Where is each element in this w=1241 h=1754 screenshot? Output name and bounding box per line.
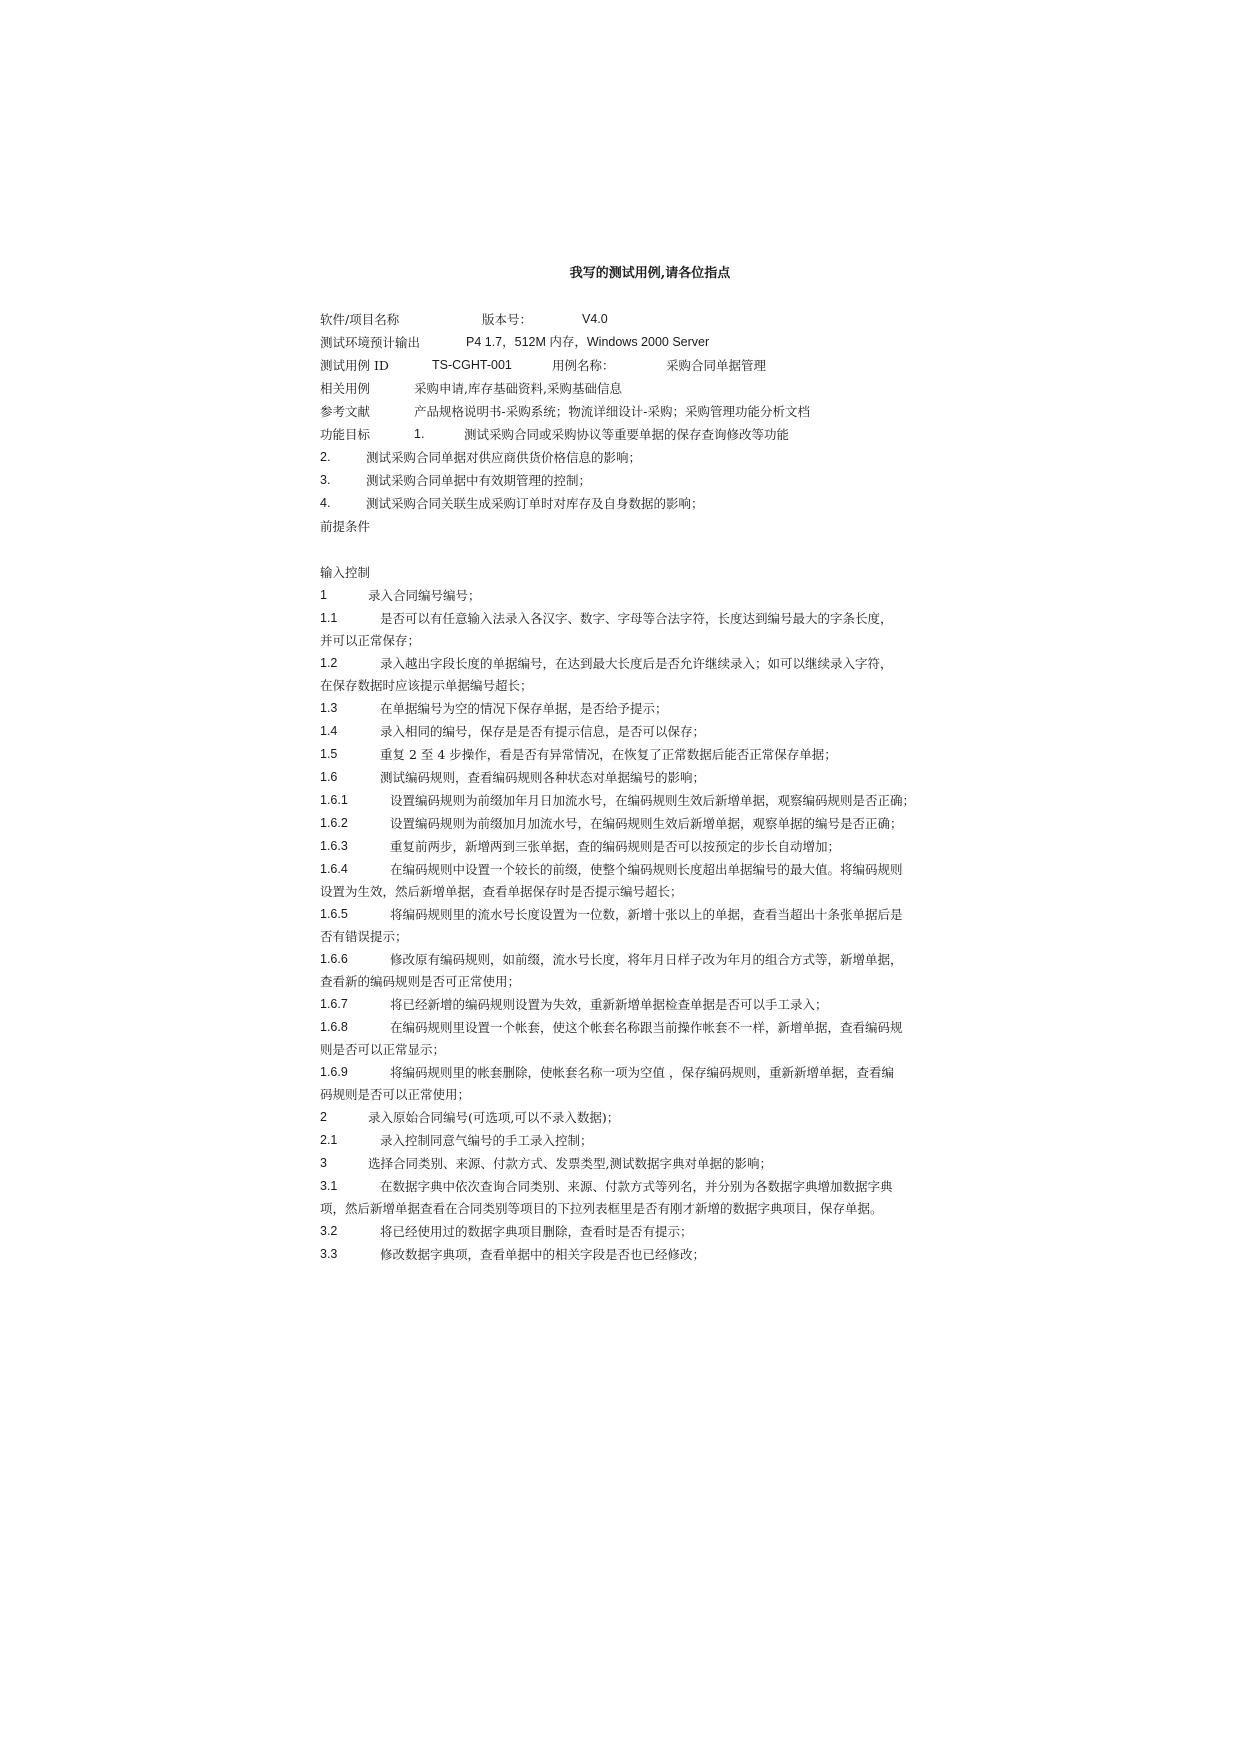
meta-row-case-id <box>320 354 960 377</box>
test-item-number: 1.6.2 <box>320 816 348 830</box>
test-item-continuation: 在保存数据时应该提示单据编号超长； <box>320 678 533 693</box>
test-item-continuation: 码规则是否可以正常使用； <box>320 1087 471 1102</box>
env-value: P4 1.7，512M 内存，Windows 2000 Server <box>466 335 710 349</box>
test-item-number: 1.6.9 <box>320 1065 348 1079</box>
case-name-label: 用例名称： <box>552 358 615 373</box>
test-item-number: 1.2 <box>320 656 338 670</box>
test-item <box>320 1016 960 1061</box>
goal-text: 测试采购合同或采购协议等重要单据的保存查询修改等功能 <box>464 427 790 442</box>
test-item <box>320 584 960 607</box>
test-item-continuation: 设置为生效，然后新增单据，查看单据保存时是否提示编号超长； <box>320 884 683 899</box>
test-item-number: 1.4 <box>320 724 338 738</box>
test-item <box>320 1152 960 1175</box>
test-item-number: 2 <box>320 1110 327 1124</box>
meta-row-env <box>320 331 960 354</box>
test-item <box>320 1243 960 1266</box>
case-id-value: TS-CGHT-001 <box>432 358 512 372</box>
goal-list <box>320 446 960 515</box>
test-item-number: 1.6.3 <box>320 839 348 853</box>
input-control-label: 输入控制 <box>320 565 371 580</box>
test-item <box>320 697 960 720</box>
test-item-number: 3.3 <box>320 1247 338 1261</box>
test-item-number: 2.1 <box>320 1133 338 1147</box>
test-item-text: 在数据字典中依次查询合同类别、来源、付款方式等列名，并分别为各数据字典增加数据字典 <box>380 1179 893 1194</box>
test-item-list <box>320 584 960 1266</box>
version-value: V4.0 <box>582 312 608 326</box>
test-item <box>320 743 960 766</box>
test-item-number: 1.6.5 <box>320 907 348 921</box>
test-item-text: 录入控制同意气编号的手工录入控制； <box>380 1133 593 1148</box>
test-item-text: 设置编码规则为前缀加月加流水号，在编码规则生效后新增单据，观察单据的编号是否正确； <box>390 816 903 831</box>
test-item-number: 1.1 <box>320 611 338 625</box>
test-item <box>320 1220 960 1243</box>
test-item-text: 在编码规则中设置一个较长的前缀，使整个编码规则长度超出单据编号的最大值。将编码规则 <box>390 862 903 877</box>
test-item <box>320 766 960 789</box>
goal-number: 1. <box>414 427 425 441</box>
test-item-text: 将已经使用过的数据字典项目删除，查看时是否有提示； <box>380 1224 693 1239</box>
test-item-text: 录入合同编号编号； <box>368 588 481 603</box>
goal-item-text: 测试采购合同单据对供应商供货价格信息的影响； <box>366 450 642 465</box>
test-item <box>320 993 960 1016</box>
test-item <box>320 948 960 993</box>
test-item-text: 设置编码规则为前缀加年月日加流水号，在编码规则生效后新增单据，观察编码规则是否正确； <box>390 793 916 808</box>
meta-row-software <box>320 308 960 331</box>
test-item <box>320 652 960 697</box>
goal-item-text: 测试采购合同关联生成采购订单时对库存及自身数据的影响； <box>366 496 704 511</box>
goal-item <box>320 469 960 492</box>
goal-item-text: 测试采购合同单据中有效期管理的控制； <box>366 473 592 488</box>
test-item-text: 修改原有编码规则，如前缀，流水号长度，将年月日样子改为年月的组合方式等，新增单据， <box>390 952 903 967</box>
precondition-label: 前提条件 <box>320 519 371 534</box>
version-label: 版本号： <box>482 312 533 327</box>
test-item-number: 1 <box>320 588 327 602</box>
test-item <box>320 858 960 903</box>
test-item-number: 1.6.8 <box>320 1020 348 1034</box>
meta-row-goal <box>320 423 960 446</box>
test-item-continuation: 则是否可以正常显示； <box>320 1042 446 1057</box>
test-item-text: 在单据编号为空的情况下保存单据，是否给予提示； <box>380 701 668 716</box>
document-title: 我写的测试用例,请各位指点 <box>569 266 731 281</box>
goal-item-number: 4. <box>320 496 331 510</box>
test-item-text: 在编码规则里设置一个帐套，使这个帐套名称跟当前操作帐套不一样，新增单据，查看编码规 <box>390 1020 903 1035</box>
test-item-number: 1.6.6 <box>320 952 348 966</box>
test-item-text: 修改数据字典项，查看单据中的相关字段是否也已经修改； <box>380 1247 706 1262</box>
goal-item-number: 2. <box>320 450 331 464</box>
test-item <box>320 835 960 858</box>
case-id-label: 测试用例 ID <box>320 358 389 373</box>
test-item-number: 3.2 <box>320 1224 338 1238</box>
test-item <box>320 812 960 835</box>
test-item-text: 将已经新增的编码规则设置为失效，重新新增单据检查单据是否可以手工录入； <box>390 997 828 1012</box>
test-item-number: 1.5 <box>320 747 338 761</box>
test-item-text: 录入相同的编号，保存是是否有提示信息，是否可以保存； <box>380 724 706 739</box>
test-item <box>320 903 960 948</box>
test-item-number: 1.6.7 <box>320 997 348 1011</box>
test-item <box>320 1061 960 1106</box>
test-item-text: 选择合同类别、来源、付款方式、发票类型,测试数据字典对单据的影响； <box>368 1156 772 1171</box>
test-item-continuation: 否有错误提示； <box>320 929 408 944</box>
test-item-continuation: 并可以正常保存； <box>320 633 421 648</box>
test-item-number: 1.6.4 <box>320 862 348 876</box>
goal-item <box>320 492 960 515</box>
test-item-text: 重复 2 至 4 步操作，看是否有异常情况，在恢复了正常数据后能否正常保存单据； <box>380 747 837 762</box>
test-item-number: 1.6.1 <box>320 793 348 807</box>
reference-value: 产品规格说明书-采购系统；物流详细设计-采购；采购管理功能分析文档 <box>414 404 810 419</box>
test-item <box>320 1129 960 1152</box>
related-label: 相关用例 <box>320 381 371 396</box>
software-label: 软件/项目名称 <box>320 312 400 327</box>
test-item-text: 录入原始合同编号(可选项,可以不录入数据)； <box>368 1110 620 1125</box>
reference-label: 参考文献 <box>320 404 371 419</box>
test-item-number: 3.1 <box>320 1179 338 1193</box>
test-item-text: 将编码规则里的流水号长度设置为一位数，新增十张以上的单据，查看当超出十条张单据后是 <box>390 907 903 922</box>
test-item-text: 录入越出字段长度的单据编号，在达到最大长度后是否允许继续录入；如可以继续录入字符， <box>380 656 893 671</box>
goal-item <box>320 446 960 469</box>
goal-item-number: 3. <box>320 473 331 487</box>
test-item-number: 3 <box>320 1156 327 1170</box>
goal-label: 功能目标 <box>320 427 371 442</box>
test-item-text: 重复前两步，新增两到三张单据，查的编码规则是否可以按预定的步长自动增加； <box>390 839 841 854</box>
env-label: 测试环境预计输出 <box>320 335 421 350</box>
test-item <box>320 789 960 812</box>
related-value: 采购申请,库存基础资料,采购基础信息 <box>414 381 622 396</box>
meta-row-reference <box>320 400 960 423</box>
test-item-text: 将编码规则里的帐套删除，使帐套名称一项为空值 ，保存编码规则，重新新增单据，查看编 <box>390 1065 894 1080</box>
test-item-number: 1.3 <box>320 701 338 715</box>
document-page <box>320 262 960 1266</box>
test-item-continuation: 项，然后新增单据查看在合同类别等项目的下拉列表框里是否有刚才新增的数据字典项目，保存单据。 <box>320 1201 883 1216</box>
case-name-value: 采购合同单据管理 <box>666 358 767 373</box>
test-item <box>320 607 960 652</box>
test-item <box>320 1106 960 1129</box>
test-item-number: 1.6 <box>320 770 338 784</box>
test-item <box>320 1175 960 1220</box>
test-item-text: 是否可以有任意输入法录入各汉字、数字、字母等合法字符，长度达到编号最大的字条长度， <box>380 611 893 626</box>
test-item-text: 测试编码规则，查看编码规则各种状态对单据编号的影响； <box>380 770 706 785</box>
meta-row-related <box>320 377 960 400</box>
test-item <box>320 720 960 743</box>
test-item-continuation: 查看新的编码规则是否可正常使用； <box>320 974 521 989</box>
